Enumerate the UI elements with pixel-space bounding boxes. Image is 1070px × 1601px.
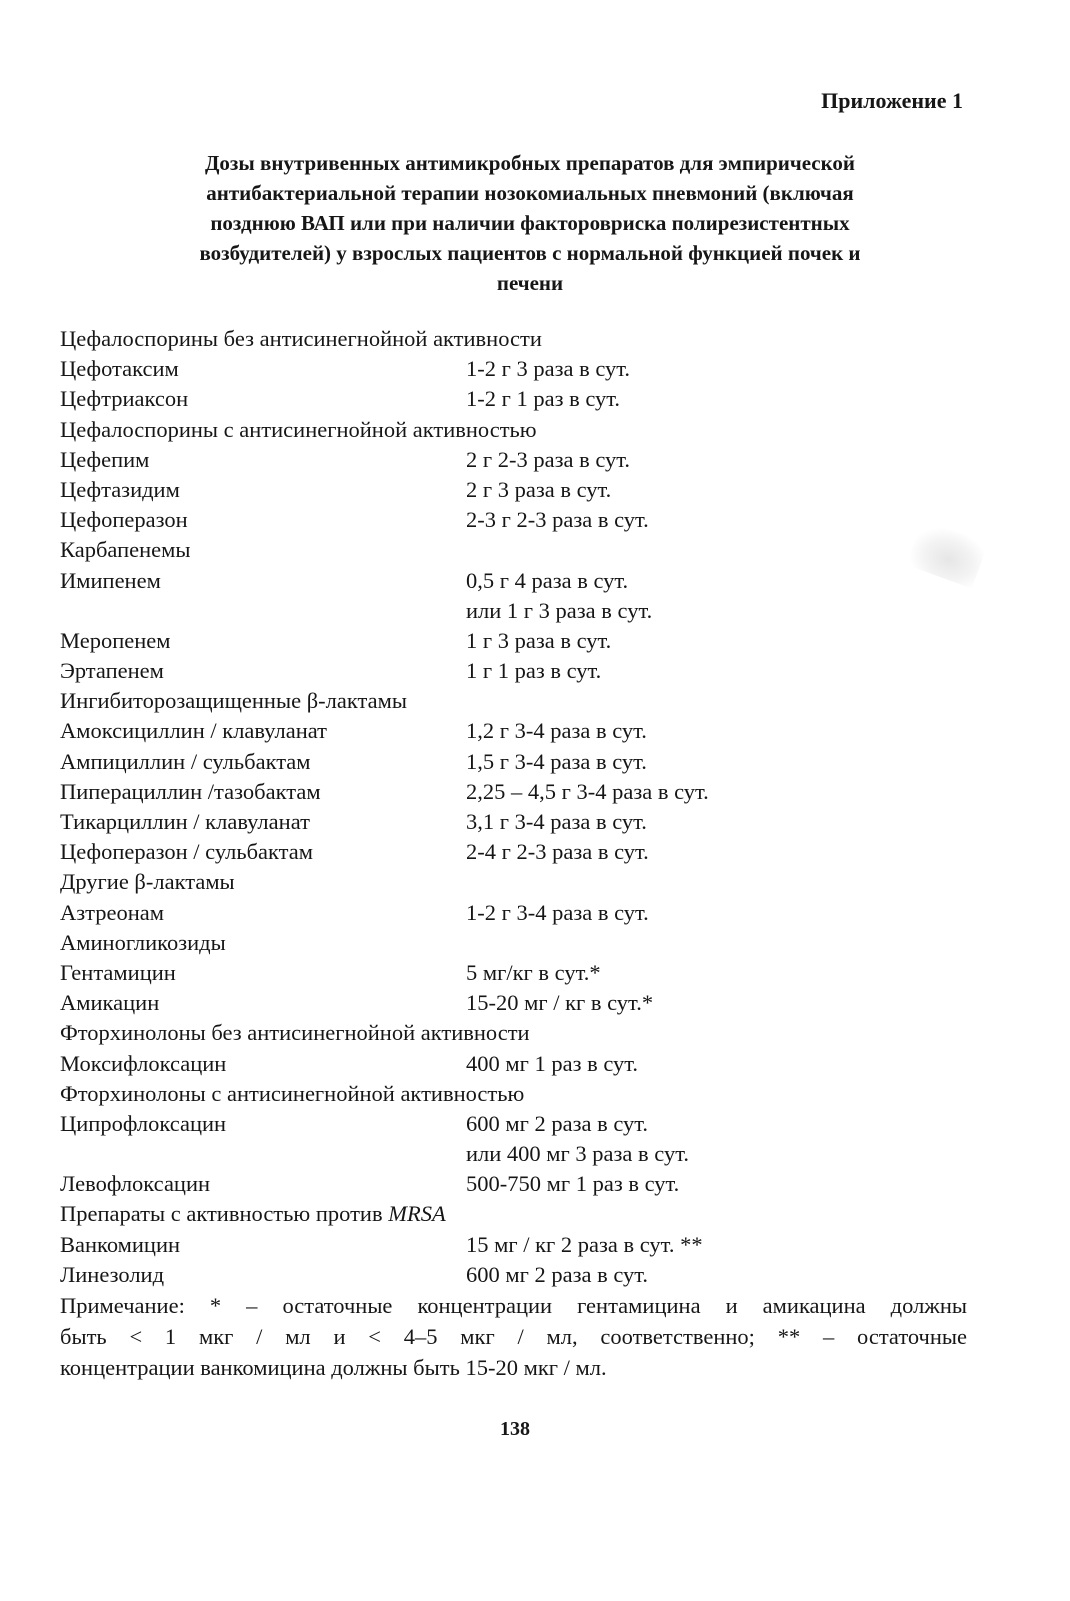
- drug-dose: 5 мг/кг в сут.*: [466, 959, 601, 985]
- drug-dose: 1,2 г 3-4 раза в сут.: [466, 718, 647, 744]
- drug-group-label: Ингибиторозащищенные β-лактамы: [60, 688, 407, 714]
- drug-group-wrap: [60, 1199, 446, 1229]
- drug-name: Пиперациллин /тазобактам: [60, 778, 321, 804]
- drug-dose: 1-2 г 3-4 раза в сут.: [466, 899, 649, 925]
- drug-group-label: Цефалоспорины с антисинегнойной активностью: [60, 416, 537, 442]
- drug-dose: 2 г 2-3 раза в сут.: [466, 446, 631, 472]
- footnote-line: концентрации ванкомицина должны быть 15-20 мкг / мл.: [60, 1355, 607, 1380]
- drug-name: Меропенем: [60, 627, 171, 653]
- drug-dose: 1 г 3 раза в сут.: [466, 627, 612, 653]
- drug-name: Ципрофлоксацин: [60, 1110, 227, 1136]
- drug-name: Цефоперазон / сульбактам: [60, 839, 313, 865]
- drug-name: Линезолид: [60, 1261, 165, 1287]
- drug-name: Гентамицин: [60, 959, 176, 985]
- drug-group-label: Фторхинолоны без антисинегнойной активности: [60, 1020, 530, 1046]
- drug-group-label: Препараты с активностью против: [60, 1201, 389, 1227]
- appendix-label: Приложение 1: [821, 88, 963, 113]
- drug-group-italic: MRSA: [388, 1201, 446, 1227]
- drug-dose: 1,5 г 3-4 раза в сут.: [466, 748, 647, 774]
- drug-name: Левофлоксацин: [60, 1171, 211, 1197]
- drug-dose: 2,25 – 4,5 г 3-4 раза в сут.: [466, 778, 709, 804]
- heading-line: антибактериальной терапии нозокомиальных пневмоний (включая: [206, 181, 854, 205]
- drug-dose: 600 мг 2 раза в сут.: [466, 1261, 649, 1287]
- drug-dose: 2-4 г 2-3 раза в сут.: [466, 839, 649, 865]
- drug-name: Цефотаксим: [60, 356, 179, 382]
- footnote: [60, 1290, 967, 1383]
- drug-dose: 500-750 мг 1 раз в сут.: [466, 1171, 680, 1197]
- drug-name: Моксифлоксацин: [60, 1050, 227, 1076]
- drug-dose: 600 мг 2 раза в сут.: [466, 1110, 649, 1136]
- drug-group-label: Карбапенемы: [60, 537, 191, 563]
- drug-dose: 15 мг / кг 2 раза в сут. **: [466, 1231, 703, 1257]
- drug-group-label: Цефалоспорины без антисинегнойной активности: [60, 326, 542, 351]
- drug-name: Амоксициллин / клавуланат: [60, 718, 328, 744]
- drug-dose: или 400 мг 3 раза в сут.: [466, 1141, 689, 1167]
- drug-dose: 400 мг 1 раз в сут.: [466, 1050, 639, 1076]
- scan-smudge: [906, 519, 988, 588]
- drug-group-label: Другие β-лактамы: [60, 869, 235, 895]
- table-heading: [90, 148, 970, 298]
- drug-name: Тикарциллин / клавуланат: [60, 809, 310, 834]
- drug-dose: 1-2 г 1 раз в сут.: [466, 386, 621, 412]
- drug-group-label: Аминогликозиды: [60, 929, 226, 955]
- page-number: 138: [500, 1418, 530, 1440]
- drug-dose: 2-3 г 2-3 раза в сут.: [466, 507, 649, 533]
- heading-line: возбудителей) у взрослых пациентов с нормальной функцией почек и: [199, 241, 861, 265]
- heading-line: печени: [496, 271, 564, 295]
- drug-name: Эртапенем: [60, 658, 164, 684]
- drug-dose: 3,1 г 3-4 раза в сут.: [466, 809, 647, 834]
- drug-name: Амикацин: [60, 990, 160, 1016]
- drug-dose: 15-20 мг / кг в сут.*: [466, 990, 654, 1016]
- drug-dose: 0,5 г 4 раза в сут.: [466, 567, 629, 593]
- drug-name: Цефтриаксон: [60, 386, 189, 412]
- heading-line: позднюю ВАП или при наличии факторовриска полирезистентных: [210, 211, 850, 235]
- drug-name: Азтреонам: [60, 899, 164, 925]
- drug-name: Цефтазидим: [60, 476, 180, 502]
- drug-name: Ванкомицин: [60, 1231, 181, 1257]
- drug-dose: или 1 г 3 раза в сут.: [466, 597, 653, 623]
- drug-name: Цефепим: [60, 446, 150, 472]
- drug-dose: 2 г 3 раза в сут.: [466, 476, 612, 502]
- drug-name: Цефоперазон: [60, 507, 188, 533]
- footnote-line: быть < 1 мкг / мл и < 4–5 мкг / мл, соответственно; ** – остаточные: [60, 1324, 967, 1349]
- footnote-line: Примечание: * – остаточные концентрации гентамицина и амикацина должны: [60, 1293, 967, 1318]
- drug-name: Ампициллин / сульбактам: [60, 748, 311, 774]
- drug-name: Имипенем: [60, 567, 161, 593]
- drug-group-label: Фторхинолоны с антисинегнойной активностью: [60, 1080, 525, 1106]
- drug-dose: 1-2 г 3 раза в сут.: [466, 356, 631, 382]
- drug-dose: 1 г 1 раз в сут.: [466, 658, 602, 684]
- heading-line: Дозы внутривенных антимикробных препаратов для эмпирической: [204, 151, 856, 175]
